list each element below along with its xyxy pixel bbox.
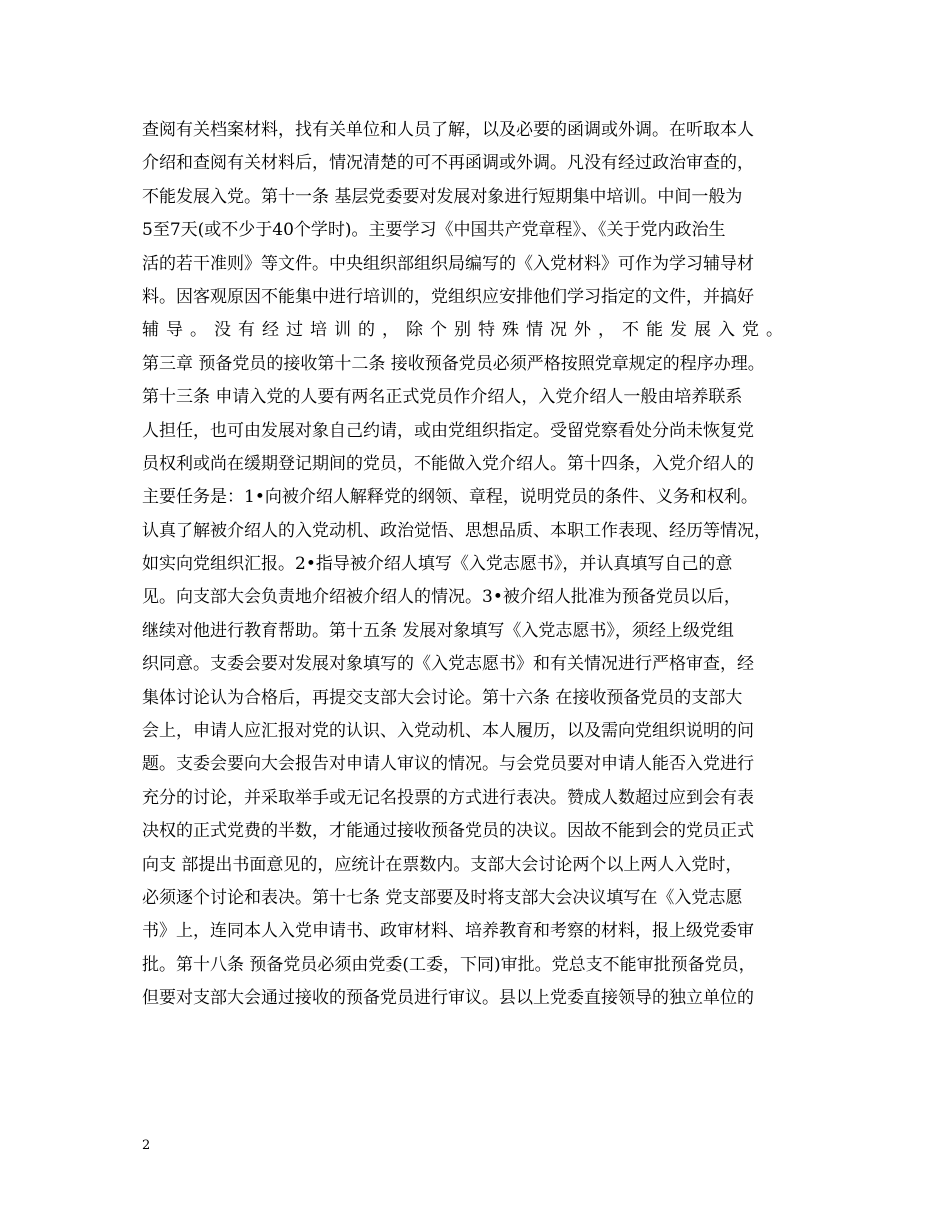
text-line: 决权的正式党费的半数，才能通过接收预备党员的决议。因故不能到会的党员正式 — [142, 821, 754, 842]
text-line: 不能发展入党。第十一条 基层党委要对发展对象进行短期集中培训。中间一般为 — [142, 186, 743, 207]
text-line: 向支 部提出书面意见的，应统计在票数内。支部大会讨论两个以上两人入党时， — [142, 854, 743, 875]
text-line: 料。因客观原因不能集中进行培训的，党组织应安排他们学习指定的文件，并搞好 — [142, 286, 754, 307]
text-line: 必须逐个讨论和表决。第十七条 党支部要及时将支部大会决议填写在《入党志愿 — [142, 887, 743, 908]
body-text — [142, 114, 832, 1016]
text-line: 第三章 预备党员的接收第十二条 接收预备党员必须严格按照党章规定的程序办理。 — [142, 353, 765, 374]
text-line: 批。第十八条 预备党员必须由党委(工委，下同)审批。党总支不能审批预备党员， — [142, 954, 756, 975]
text-line: 见。向支部大会负责地介绍被介绍人的情况。3•被介绍人批准为预备党员以后， — [142, 587, 741, 608]
text-line: 查阅有关档案材料，找有关单位和人员了解，以及必要的函调或外调。在听取本人 — [142, 120, 754, 140]
text-line: 介绍和查阅有关材料后，情况清楚的可不再函调或外调。凡没有经过政治审查的， — [142, 153, 754, 174]
text-line: 人担任，也可由发展对象自己约请，或由党组织指定。受留党察看处分尚未恢复党 — [142, 420, 754, 441]
text-line: 织同意。支委会要对发展对象填写的《入党志愿书》和有关情况进行严格审查，经 — [142, 654, 754, 675]
text-line: 题。支委会要向大会报告对申请人审议的情况。与会党员要对申请人能否入党进行 — [142, 754, 754, 775]
text-line: 会上，申请人应汇报对党的认识、入党动机、本人履历，以及需向党组织说明的问 — [142, 721, 754, 742]
page-number: 2 — [142, 1138, 151, 1153]
text-line: 集体讨论认为合格后，再提交支部大会讨论。第十六条 在接收预备党员的支部大 — [142, 687, 743, 708]
text-line: 5至7天(或不少于40个学时)。主要学习《中国共产党章程》、《关于党内政治生 — [142, 220, 726, 241]
text-line: 第十三条 申请入党的人要有两名正式党员作介绍人，入党介绍人一般由培养联系 — [142, 387, 743, 408]
text-line: 充分的讨论，并采取举手或无记名投票的方式进行表决。赞成人数超过应到会有表 — [142, 787, 754, 808]
text-line: 认真了解被介绍人的入党动机、政治觉悟、思想品质、本职工作表现、经历等情况， — [142, 520, 771, 541]
text-line: 员权利或尚在缓期登记期间的党员，不能做入党介绍人。第十四条，入党介绍人的 — [142, 453, 754, 474]
text-line: 但要对支部大会通过接收的预备党员进行审议。县以上党委直接领导的独立单位的 — [142, 988, 754, 1009]
text-line: 活的若干准则》等文件。中央组织部组织局编写的《入党材料》可作为学习辅导材 — [142, 253, 754, 274]
text-line: 继续对他进行教育帮助。第十五条 发展对象填写《入党志愿书》，须经上级党组 — [142, 620, 734, 641]
text-line: 辅导。没有经过培训的，除个别特殊情况外，不能发展入党。 — [142, 320, 790, 341]
text-line: 如实向党组织汇报。2•指导被介绍人填写《入党志愿书》，并认真填写自己的意 — [142, 554, 733, 575]
text-line: 主要任务是：1•向被介绍人解释党的纲领、章程，说明党员的条件、义务和权利。 — [142, 487, 758, 508]
text-line: 书》上，连同本人入党申请书、政审材料、培养教育和考察的材料，报上级党委审 — [142, 921, 754, 942]
